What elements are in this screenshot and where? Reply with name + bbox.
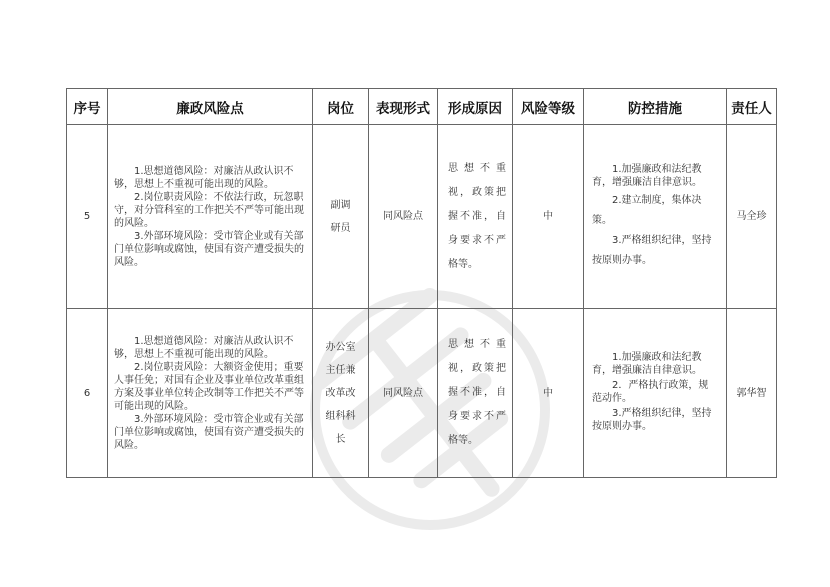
header-owner: 责任人 xyxy=(727,89,777,125)
measure: 2．严格执行政策，规范动作。 xyxy=(592,380,709,404)
header-form: 表现形式 xyxy=(369,89,438,125)
risk-points-cell xyxy=(108,125,313,309)
measures-cell xyxy=(584,125,727,309)
post-line: 研员 xyxy=(330,222,351,234)
cause-line: 视，政策把 xyxy=(448,186,506,198)
cause-line: 身要求不严 xyxy=(448,411,506,422)
post-cell xyxy=(313,125,369,309)
risk-points-cell xyxy=(108,309,313,478)
table-row xyxy=(67,309,777,478)
header-measures: 防控措施 xyxy=(584,89,727,125)
header-cause: 形成原因 xyxy=(438,89,513,125)
risk-point: 3.外部环境风险：受市管企业或有关部门单位影响或腐蚀，使国有资产遭受损失的风险。 xyxy=(114,230,304,268)
risk-point: 1.思想道德风险：对廉洁从政认识不够，思想上不重视可能出现的风险。 xyxy=(114,165,294,190)
cause-line: 握不准，自 xyxy=(448,210,506,222)
level-cell: 中 xyxy=(513,309,584,478)
form-cell: 同风险点 xyxy=(369,309,438,478)
level-cell: 中 xyxy=(513,125,584,309)
measure: 1.加强廉政和法纪教育，增强廉洁自律意识。 xyxy=(592,163,702,188)
post-line: 长 xyxy=(335,433,346,445)
owner-cell: 马全珍 xyxy=(727,125,777,309)
table-row xyxy=(67,125,777,309)
header-no: 序号 xyxy=(67,89,108,125)
measures-cell xyxy=(584,309,727,478)
risk-point: 3.外部环境风险：受市管企业或有关部门单位影响或腐蚀，使国有资产遭受损失的风险。 xyxy=(114,413,304,451)
cause-line: 格等。 xyxy=(448,258,478,270)
form-cell: 同风险点 xyxy=(369,125,438,309)
cause-line: 思 想 不 重 xyxy=(448,162,506,174)
cause-line: 握不准，自 xyxy=(448,387,506,398)
cause-line: 身要求不严 xyxy=(448,234,506,246)
owner-cell: 郭华智 xyxy=(727,309,777,478)
post-line: 改革改 xyxy=(325,387,356,399)
risk-point: 2.岗位职责风险：大额资金使用；重要人事任免；对国有企业及事业单位改革重组方案及事业单位转企改制等工作把关不严等可能出现的风险。 xyxy=(114,361,304,412)
header-post: 岗位 xyxy=(313,89,369,125)
cause-cell xyxy=(438,125,513,309)
measure: 1.加强廉政和法纪教育，增强廉洁自律意识。 xyxy=(592,352,702,376)
cause-line: 思 想 不 重 xyxy=(448,339,506,350)
cause-line: 格等。 xyxy=(448,435,478,446)
measure: 3.严格组织纪律，坚持按原则办事。 xyxy=(592,408,712,432)
risk-table xyxy=(66,88,777,478)
measure: 3.严格组织纪律，坚持按原则办事。 xyxy=(592,234,712,266)
post-line: 组科科 xyxy=(325,410,356,422)
post-line: 主任兼 xyxy=(325,364,356,376)
row-no: 6 xyxy=(67,309,108,478)
row-no: 5 xyxy=(67,125,108,309)
measure: 2.建立制度，集体决策。 xyxy=(592,194,702,226)
cause-cell xyxy=(438,309,513,478)
risk-point: 2.岗位职责风险：不依法行政，玩忽职守，对分管科室的工作把关不严等可能出现的风险。 xyxy=(114,191,304,229)
risk-point: 1.思想道德风险：对廉洁从政认识不够，思想上不重视可能出现的风险。 xyxy=(114,335,294,360)
post-line: 副调 xyxy=(330,199,351,211)
header-level: 风险等级 xyxy=(513,89,584,125)
header-risk-points: 廉政风险点 xyxy=(108,89,313,125)
post-cell xyxy=(313,309,369,478)
post-line: 办公室 xyxy=(325,341,356,353)
header-row xyxy=(67,89,777,125)
cause-line: 视，政策把 xyxy=(448,363,506,374)
